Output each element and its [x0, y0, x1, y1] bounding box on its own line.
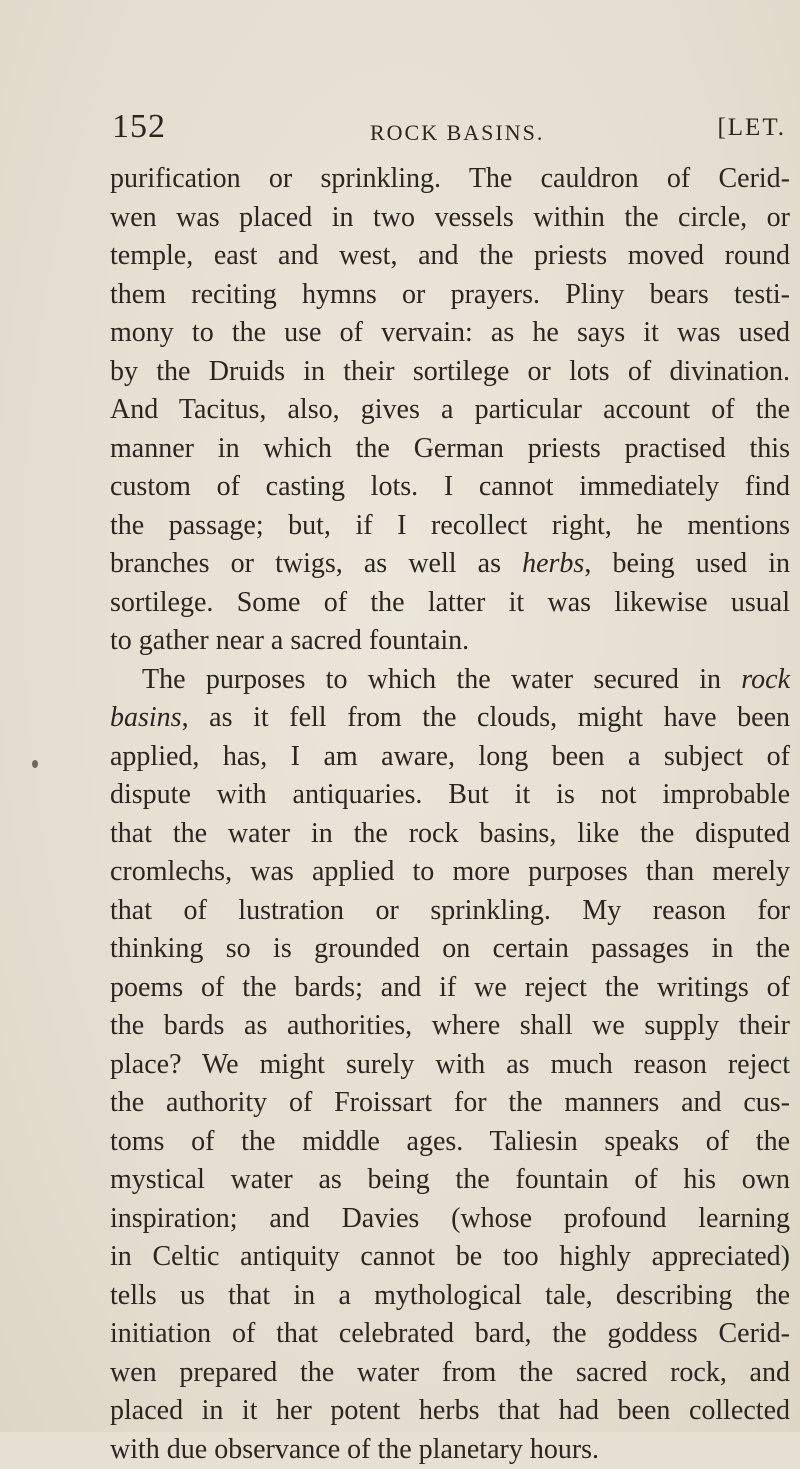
- text-line: cromlechs, was applied to more purposes than merely: [110, 853, 790, 892]
- text-line: purification or sprinkling. The cauldron of Cerid-: [110, 160, 790, 199]
- text-line: that of lustration or sprinkling. My reason for: [110, 892, 790, 931]
- text-line-paragraph-start: The purposes to which the water secured in rock: [110, 661, 790, 700]
- text-line: sortilege. Some of the latter it was likewise usual: [110, 584, 790, 623]
- text-line: custom of casting lots. I cannot immediately find: [110, 468, 790, 507]
- text-line: And Tacitus, also, gives a particular account of the: [110, 391, 790, 430]
- text-line: that the water in the rock basins, like the disputed: [110, 815, 790, 854]
- text-line: placed in it her potent herbs that had been collected: [110, 1392, 790, 1431]
- text-line: place? We might surely with as much reason reject: [110, 1046, 790, 1085]
- running-title: ROCK BASINS.: [370, 120, 544, 146]
- text-line-paragraph-end: to gather near a sacred fountain.: [110, 622, 790, 661]
- text-line: the authority of Froissart for the manners and cus-: [110, 1084, 790, 1123]
- text-line: the passage; but, if I recollect right, he mentions: [110, 507, 790, 546]
- running-head: [112, 108, 788, 156]
- text-line: applied, has, I am aware, long been a subject of: [110, 738, 790, 777]
- text-line: in Celtic antiquity cannot be too highly appreciated): [110, 1238, 790, 1277]
- text-line: wen prepared the water from the sacred rock, and: [110, 1354, 790, 1393]
- body-text: [110, 160, 790, 1469]
- paper-speck: [32, 760, 38, 768]
- text-line: them reciting hymns or prayers. Pliny bears testi-: [110, 276, 790, 315]
- text-line: temple, east and west, and the priests moved round: [110, 237, 790, 276]
- text-line: initiation of that celebrated bard, the goddess Cerid-: [110, 1315, 790, 1354]
- text-line: dispute with antiquaries. But it is not improbable: [110, 776, 790, 815]
- running-head-right: [LET.: [717, 114, 786, 142]
- text-line: manner in which the German priests practised this: [110, 430, 790, 469]
- text-line: poems of the bards; and if we reject the writings of: [110, 969, 790, 1008]
- text-line-paragraph-end: with due observance of the planetary hours.: [110, 1431, 790, 1469]
- text-line: the bards as authorities, where shall we supply their: [110, 1007, 790, 1046]
- italic-word: rock: [741, 664, 790, 695]
- text-line: thinking so is grounded on certain passages in the: [110, 930, 790, 969]
- text-line: by the Druids in their sortilege or lots of divination.: [110, 353, 790, 392]
- text-line: tells us that in a mythological tale, describing the: [110, 1277, 790, 1316]
- text-line: basins, as it fell from the clouds, might have been: [110, 699, 790, 738]
- text-line: inspiration; and Davies (whose profound learning: [110, 1200, 790, 1239]
- text-line: mystical water as being the fountain of his own: [110, 1161, 790, 1200]
- italic-word: herbs: [522, 548, 584, 579]
- text-line: branches or twigs, as well as herbs, being used in: [110, 545, 790, 584]
- italic-word: basins: [110, 702, 182, 733]
- text-line: wen was placed in two vessels within the circle, or: [110, 199, 790, 238]
- text-line: toms of the middle ages. Taliesin speaks of the: [110, 1123, 790, 1162]
- page-number: 152: [112, 108, 166, 146]
- text-line: mony to the use of vervain: as he says it was used: [110, 314, 790, 353]
